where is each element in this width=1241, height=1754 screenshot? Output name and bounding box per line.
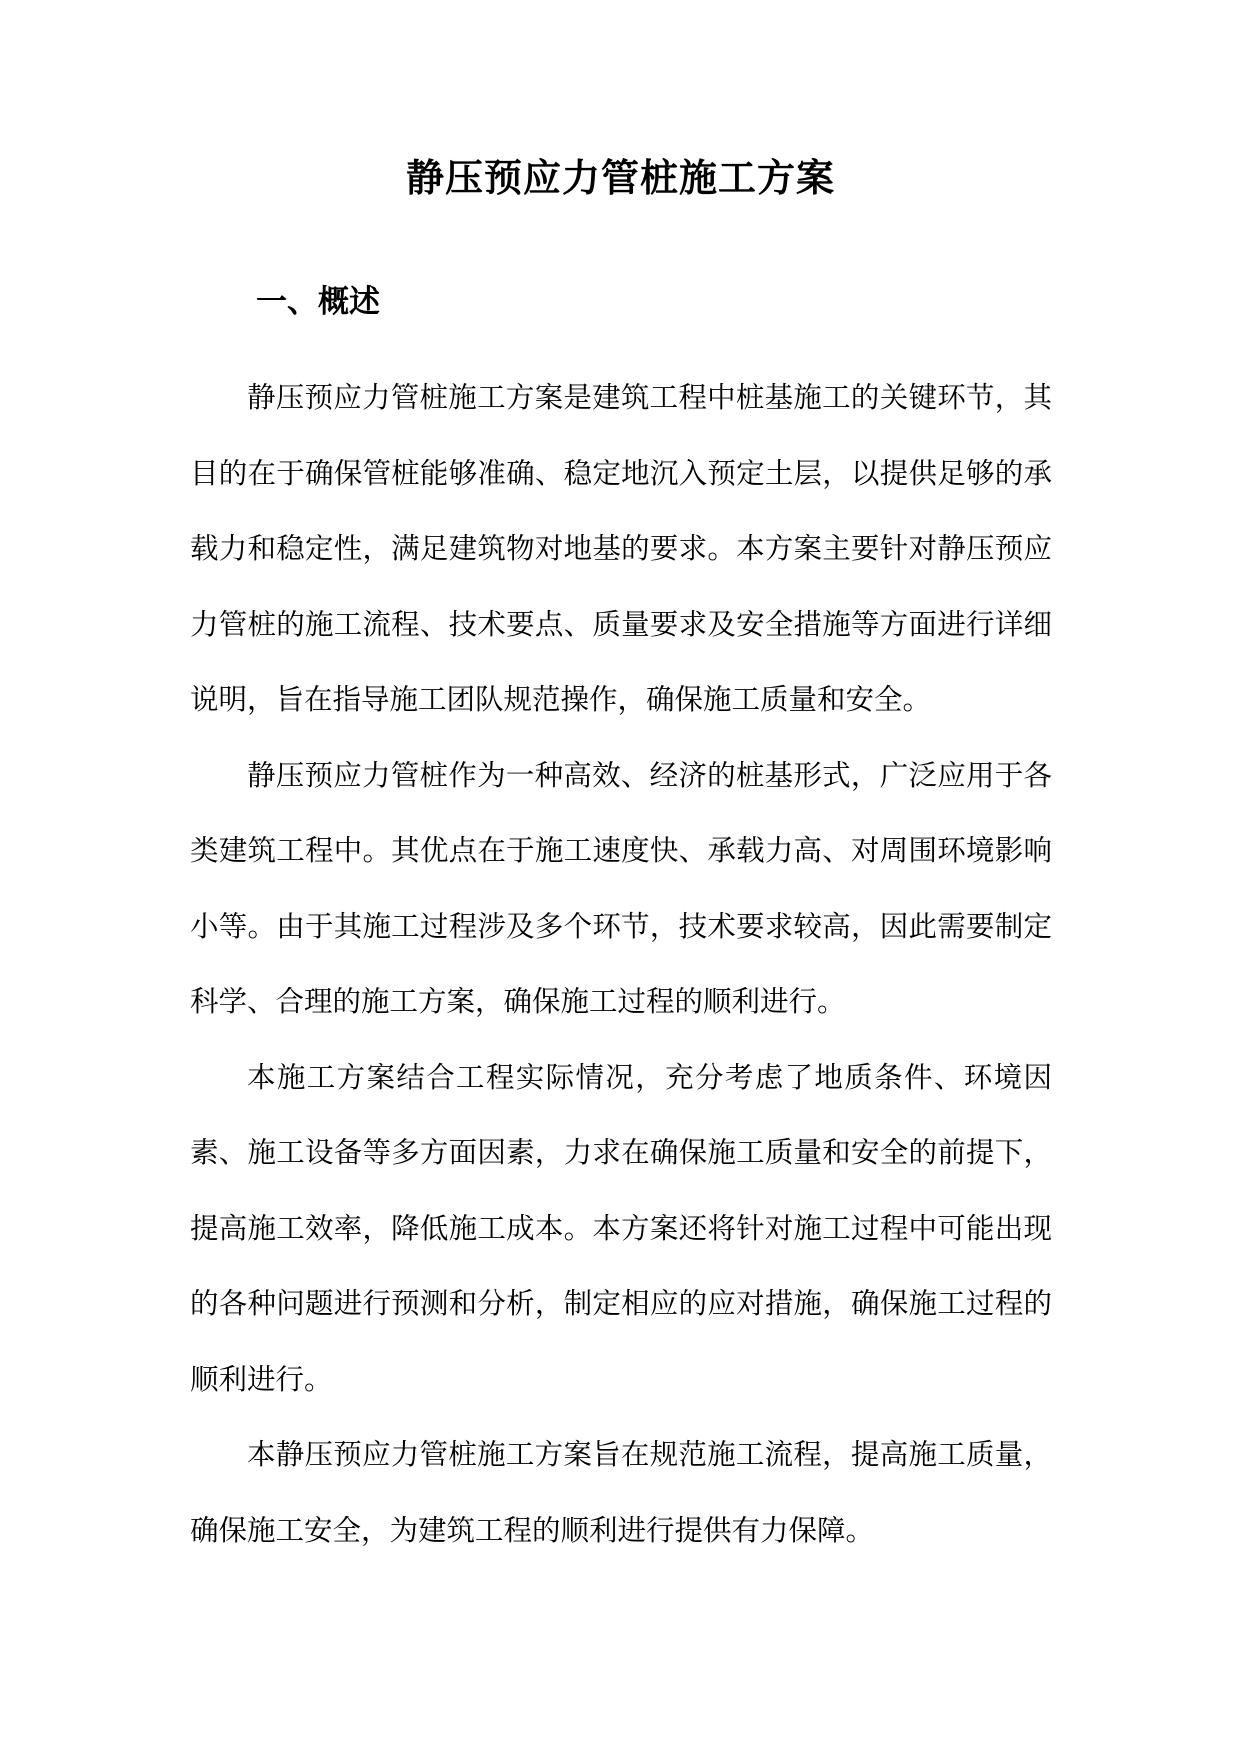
paragraph-1: 静压预应力管桩施工方案是建筑工程中桩基施工的关键环节，其目的在于确保管桩能够准确、稳定地沉入预定土层，以提供足够的承载力和稳定性，满足建筑物对地基的要求。本方案主要针对静压预应力管桩的施工流程、技术要点、质量要求及安全措施等方面进行详细说明，旨在指导施工团队规范操作，确保施工质量和安全。	[190, 381, 1052, 716]
paragraph-4: 本静压预应力管桩施工方案旨在规范施工流程，提高施工质量，确保施工安全，为建筑工程的顺利进行提供有力保障。	[190, 1438, 1052, 1547]
body-text	[190, 360, 1052, 1568]
paragraph-2: 静压预应力管桩作为一种高效、经济的桩基形式，广泛应用于各类建筑工程中。其优点在于施工速度快、承载力高、对周围环境影响小等。由于其施工过程涉及多个环节，技术要求较高，因此需要制定科学、合理的施工方案，确保施工过程的顺利进行。	[190, 758, 1052, 1018]
document-title: 静压预应力管桩施工方案	[405, 155, 835, 200]
section-heading: 一、概述	[256, 284, 380, 320]
paragraph-3: 本施工方案结合工程实际情况，充分考虑了地质条件、环境因素、施工设备等多方面因素，力求在确保施工质量和安全的前提下，提高施工效率，降低施工成本。本方案还将针对施工过程中可能出现的各种问题进行预测和分析，制定相应的应对措施，确保施工过程的顺利进行。	[190, 1060, 1052, 1396]
